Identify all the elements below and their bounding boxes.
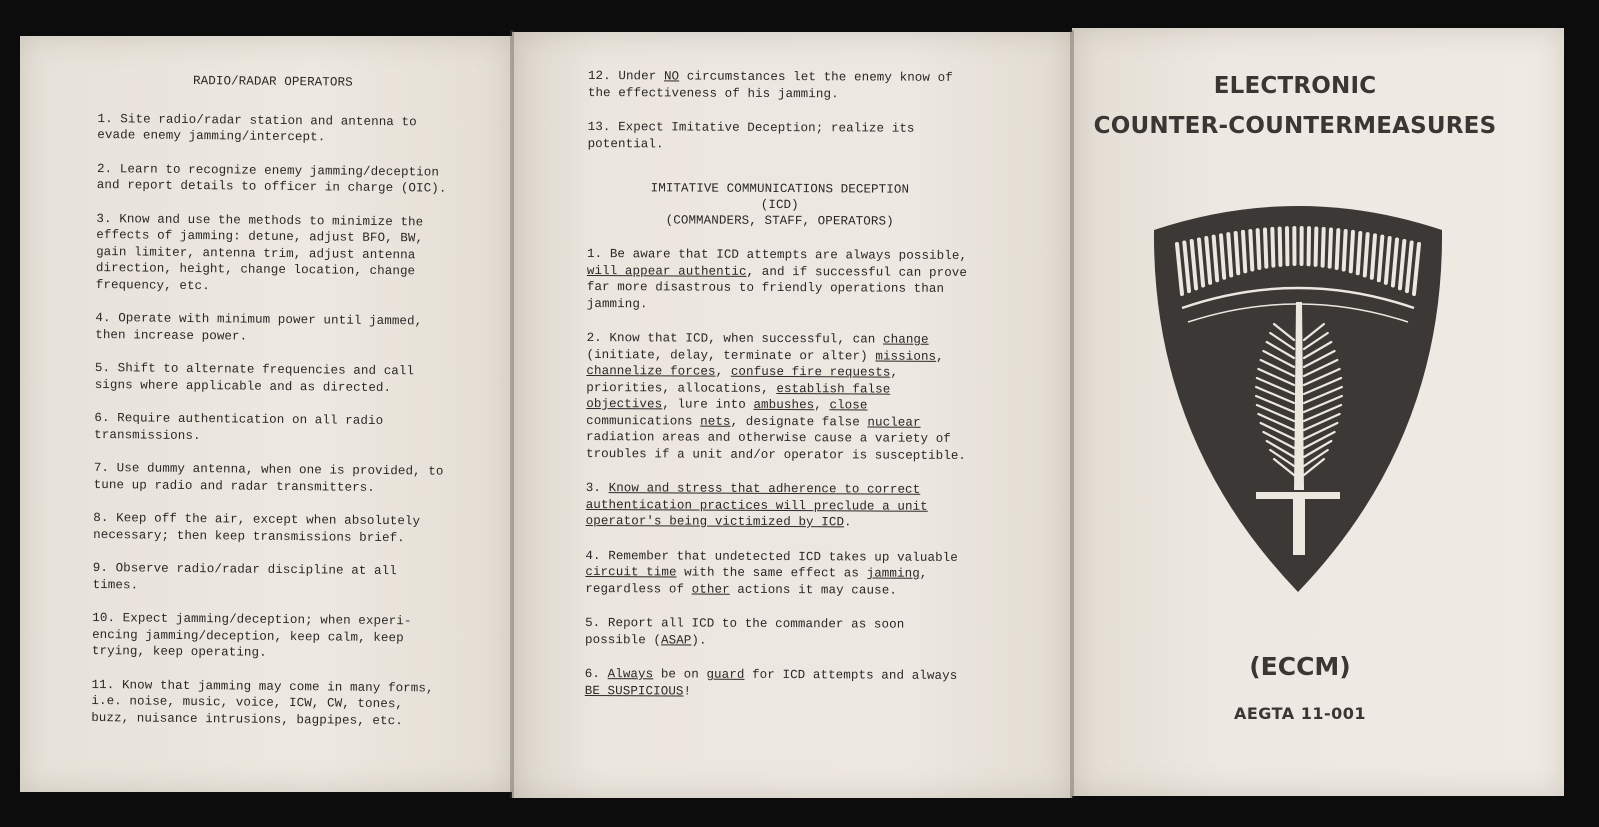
list-item: 3. Know and use the methods to minimize the effects of jamming: detune, adjust BFO, BW, gain limiter, antenna trim, adjust antenna direction, height, change location, change frequency, etc.	[95, 211, 424, 293]
section-heading-icd	[587, 180, 972, 230]
heading-line: IMITATIVE COMMUNICATIONS DECEPTION	[650, 181, 910, 197]
list-item: 11. Know that jamming may come in many forms, i.e. noise, music, voice, ICW, CW, tones, buzz, nuisance intrusions, bagpipes, etc.	[91, 677, 434, 728]
list-item: 2. Learn to recognize enemy jamming/deception and report details to officer in charge (OIC).	[96, 161, 447, 196]
icd-item-1: 1. Be aware that ICD attempts are always possible, will appear authentic, and if successful can prove far more disastrous to friendly operations than jamming.	[586, 246, 968, 311]
list-item: 4. Operate with minimum power until jammed, then increase power.	[95, 310, 423, 344]
shield-sword-icon	[1148, 190, 1448, 600]
ray-stroke	[1265, 229, 1266, 266]
ray-stroke	[1243, 232, 1245, 271]
publication-number: AEGTA 11-001	[1233, 704, 1367, 723]
section-heading-radio-radar: RADIO/RADAR OPERATORS	[193, 73, 353, 90]
fold-line-right	[1070, 30, 1074, 798]
list-item: 10. Expect jamming/deception; when experi- encing jamming/deception, keep calm, keep trying, keep operating.	[91, 610, 412, 660]
ray-stroke	[1337, 230, 1339, 268]
ray-stroke	[1236, 233, 1239, 273]
list-item-13: 13. Expect Imitative Deception; realize its potential.	[587, 119, 915, 151]
list-item-12: 12. Under NO circumstances let the enemy know of the effectiveness of his jamming.	[587, 68, 953, 101]
ray-stroke	[1330, 229, 1331, 266]
left-column	[91, 72, 448, 747]
ray-stroke	[1250, 231, 1252, 270]
list-item: 1. Site radio/radar station and antenna to evade enemy jamming/intercept.	[97, 111, 417, 145]
heading-line: (ICD)	[760, 197, 799, 213]
heading-line: (COMMANDERS, STAFF, OPERATORS)	[665, 213, 894, 229]
ray-stroke	[1258, 230, 1260, 268]
ray-stroke	[1344, 231, 1346, 270]
middle-column	[585, 68, 973, 719]
cover-title	[1080, 66, 1510, 146]
list-item: 7. Use dummy antenna, when one is provided, to tune up radio and radar transmitters.	[93, 460, 444, 495]
list-item: 8. Keep off the air, except when absolutely necessary; then keep transmissions brief.	[93, 510, 421, 545]
ray-stroke	[1358, 233, 1361, 273]
cover-title-line: COUNTER-COUNTERMEASURES	[1093, 113, 1497, 139]
icd-item-4: 4. Remember that undetected ICD takes up valuable circuit time with the same effect as jamming, regardless of other actions it may cause.	[585, 548, 958, 598]
icd-item-6: 6. Always be on guard for ICD attempts and always BE SUSPICIOUS!	[584, 666, 958, 699]
list-item: 9. Observe radio/radar discipline at all times.	[92, 560, 397, 592]
ray-stroke	[1316, 228, 1317, 264]
list-item: 5. Shift to alternate frequencies and call signs where applicable and as directed.	[94, 360, 415, 395]
icd-item-5: 5. Report all ICD to the commander as soon possible (ASAP).	[584, 615, 905, 648]
ray-stroke	[1351, 232, 1353, 271]
list-item: 6. Require authentication on all radio transmissions.	[94, 410, 384, 443]
fold-line-left	[510, 30, 514, 798]
cover-title-line: ELECTRONIC	[1213, 73, 1377, 99]
ray-stroke	[1323, 229, 1324, 266]
ray-stroke	[1272, 229, 1273, 266]
cover-acronym: (ECCM)	[1249, 652, 1351, 681]
ray-stroke	[1280, 228, 1281, 264]
icd-item-3: 3. Know and stress that adherence to correct authentication practices will preclude a unit operator's being victimized by ICD.	[585, 480, 928, 530]
icd-item-2: 2. Know that ICD, when successful, can change (initiate, delay, terminate or alter) missions, channelize forces, confuse fire requests, priorities, allocations, establish false objectives, lure into ambushes, close communications nets, designate false nuclear radiation areas and otherwise cause a variety of troubles if a unit and/or operator is susceptible.	[585, 330, 967, 463]
